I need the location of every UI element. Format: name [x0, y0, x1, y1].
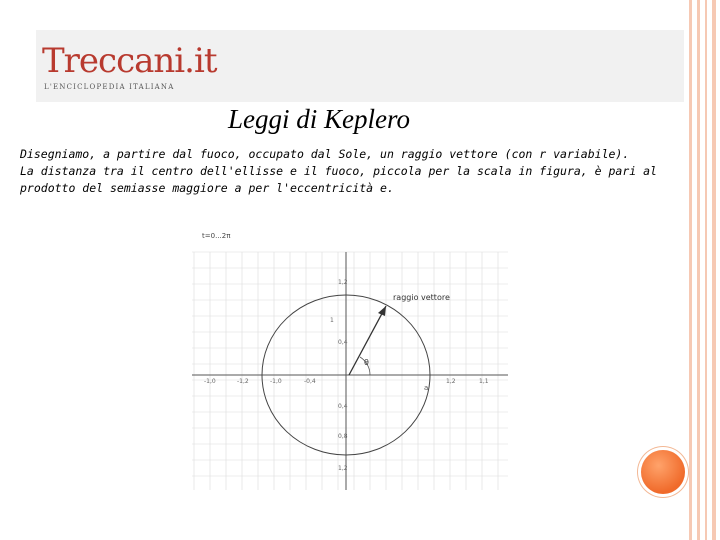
paragraph-line: La distanza tra il centro dell'ellisse e il fuoco, piccola per la scala in figura, è pari al [20, 164, 657, 178]
x-tick-label: 1,1 [479, 378, 489, 385]
plot-grid [192, 252, 508, 490]
slide-title: Leggi di Keplero [228, 104, 410, 134]
angle-label: θ [364, 358, 369, 367]
x-tick-label: a [424, 384, 429, 392]
x-tick-label: -1,2 [237, 378, 249, 385]
y-tick-label: 0,8 [338, 433, 348, 440]
orange-circle-decoration [641, 450, 685, 494]
x-tick-label: -1,0 [270, 378, 282, 385]
decorative-border-line [689, 0, 692, 540]
y-tick-label: 1,2 [338, 465, 348, 472]
vector-label: raggio vettore [393, 293, 450, 302]
treccani-logo[interactable]: Treccani.it [42, 41, 217, 81]
decorative-border-line [697, 0, 700, 540]
radius-vector-arrowhead [378, 306, 386, 316]
parameter-label: t=0...2π [202, 232, 231, 240]
treccani-banner [36, 30, 684, 102]
y-tick-label: 1,2 [338, 279, 348, 286]
x-tick-label: -1,0 [204, 378, 216, 385]
decorative-border-line [705, 0, 707, 540]
x-tick-label: 1,2 [446, 378, 456, 385]
decorative-border-line [712, 0, 716, 540]
y-tick-label: 1 [330, 317, 334, 324]
ellipse-plot [188, 222, 510, 492]
y-tick-label: 0,4 [338, 339, 348, 346]
y-tick-label: 0,4 [338, 403, 348, 410]
paragraph-line: prodotto del semiasse maggiore a per l'eccentricità e. [20, 181, 394, 195]
ellipse-figure [188, 222, 510, 492]
treccani-logo-subtitle: L'ENCICLOPEDIA ITALIANA [44, 83, 175, 91]
slide-paragraph [20, 146, 710, 197]
x-tick-label: -0,4 [304, 378, 316, 385]
paragraph-line: Disegniamo, a partire dal fuoco, occupato dal Sole, un raggio vettore (con r variabile). [20, 147, 630, 161]
